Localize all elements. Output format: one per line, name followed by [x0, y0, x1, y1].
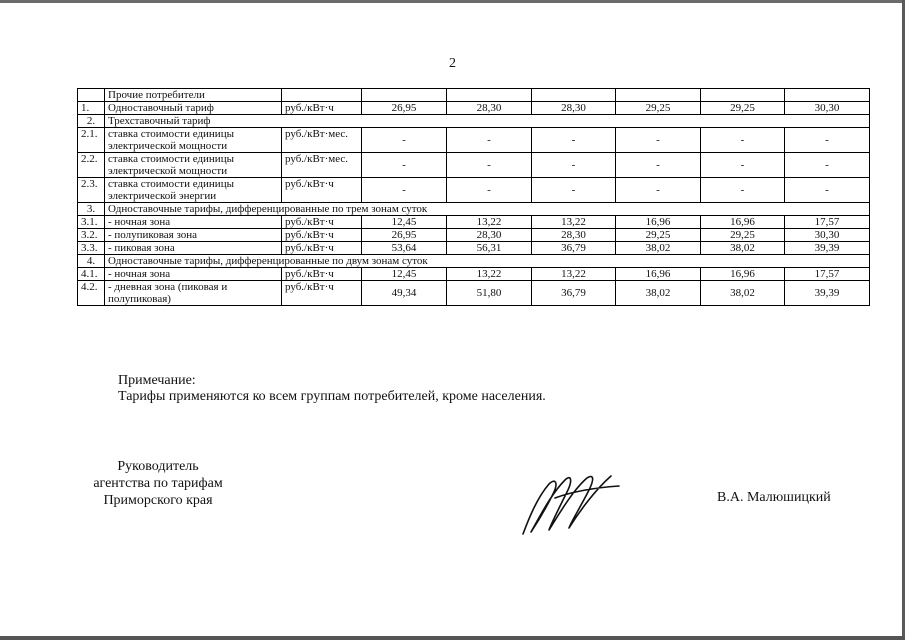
tariff-value: 13,22	[447, 216, 532, 229]
table-cell-empty	[785, 89, 870, 102]
table-cell-empty	[532, 89, 616, 102]
tariff-value: 56,31	[447, 242, 532, 255]
tariff-value: 13,22	[447, 268, 532, 281]
row-number: 2.	[78, 115, 105, 128]
row-name: - пиковая зона	[105, 242, 282, 255]
tariff-value: 28,30	[447, 102, 532, 115]
tariff-value: -	[447, 128, 532, 153]
table-cell-empty	[362, 89, 447, 102]
tariff-value: -	[616, 128, 701, 153]
tariff-value: 28,30	[532, 102, 616, 115]
tariff-value: 16,96	[701, 268, 785, 281]
row-unit: руб./кВт·мес.	[282, 153, 362, 178]
row-unit: руб./кВт·ч	[282, 216, 362, 229]
tariff-value: 29,25	[701, 229, 785, 242]
table-section-row	[78, 203, 870, 216]
section-title: Одноставочные тарифы, дифференцированные по двум зонам суток	[105, 255, 870, 268]
tariff-value: 26,95	[362, 102, 447, 115]
tariff-value: 12,45	[362, 216, 447, 229]
tariff-value: 38,02	[701, 281, 785, 306]
tariff-value: -	[447, 153, 532, 178]
note-title: Примечание:	[118, 373, 196, 388]
table-row	[78, 102, 870, 115]
row-unit: руб./кВт·ч	[282, 102, 362, 115]
tariff-value: 28,30	[532, 229, 616, 242]
table-cell-empty	[282, 89, 362, 102]
table-cell-empty	[78, 89, 105, 102]
row-number: 2.1.	[78, 128, 105, 153]
row-number: 2.3.	[78, 178, 105, 203]
tariff-value: 13,22	[532, 268, 616, 281]
row-unit: руб./кВт·ч	[282, 229, 362, 242]
tariff-value: 38,02	[616, 281, 701, 306]
tariff-value: 12,45	[362, 268, 447, 281]
tariff-value: -	[785, 128, 870, 153]
tariff-value: -	[701, 153, 785, 178]
row-name: ставка стоимости единицы электрической мощности	[105, 153, 282, 178]
row-name: - ночная зона	[105, 216, 282, 229]
row-name: - ночная зона	[105, 268, 282, 281]
tariff-value: -	[447, 178, 532, 203]
note-text: Тарифы применяются ко всем группам потребителей, кроме населения.	[118, 389, 546, 404]
page-edge-bottom	[0, 636, 905, 640]
tariff-value: 29,25	[616, 102, 701, 115]
tariff-value: -	[701, 178, 785, 203]
row-number: 3.3.	[78, 242, 105, 255]
table-row	[78, 128, 870, 153]
row-name: ставка стоимости единицы электрической мощности	[105, 128, 282, 153]
table-cell-empty	[447, 89, 532, 102]
tariff-value: 38,02	[616, 242, 701, 255]
tariff-value: 30,30	[785, 102, 870, 115]
tariff-table-body	[78, 89, 870, 306]
tariff-value: 28,30	[447, 229, 532, 242]
table-row	[78, 153, 870, 178]
row-number: 3.1.	[78, 216, 105, 229]
table-row	[78, 281, 870, 306]
handwritten-signature	[515, 468, 625, 538]
group-header: Прочие потребители	[105, 89, 282, 102]
section-title: Трехставочный тариф	[105, 115, 870, 128]
tariff-value: 53,64	[362, 242, 447, 255]
tariff-value: 26,95	[362, 229, 447, 242]
page-number: 2	[449, 56, 456, 71]
page-edge-top	[0, 0, 905, 3]
tariff-value: -	[532, 128, 616, 153]
row-name: - дневная зона (пиковая и полупиковая)	[105, 281, 282, 306]
table-cell-empty	[616, 89, 701, 102]
signatory-position	[78, 458, 238, 509]
tariff-value: -	[785, 153, 870, 178]
row-number: 3.2.	[78, 229, 105, 242]
tariff-value: 30,30	[785, 229, 870, 242]
tariff-value: -	[532, 153, 616, 178]
section-title: Одноставочные тарифы, дифференцированные по трем зонам суток	[105, 203, 870, 216]
signatory-name: В.А. Малюшицкий	[717, 490, 831, 505]
row-number: 1.	[78, 102, 105, 115]
table-section-row	[78, 255, 870, 268]
tariff-value: 17,57	[785, 268, 870, 281]
row-number: 4.1.	[78, 268, 105, 281]
tariff-value: -	[785, 178, 870, 203]
row-number: 4.2.	[78, 281, 105, 306]
row-name: Одноставочный тариф	[105, 102, 282, 115]
tariff-value: -	[532, 178, 616, 203]
table-row	[78, 268, 870, 281]
table-row	[78, 229, 870, 242]
tariff-value: 39,39	[785, 281, 870, 306]
tariff-value: -	[701, 128, 785, 153]
row-unit: руб./кВт·ч	[282, 268, 362, 281]
table-row	[78, 216, 870, 229]
tariff-value: 13,22	[532, 216, 616, 229]
row-unit: руб./кВт·ч	[282, 242, 362, 255]
tariff-value: 16,96	[616, 216, 701, 229]
tariff-value: 51,80	[447, 281, 532, 306]
position-line: Приморского края	[103, 493, 213, 508]
position-line: агентства по тарифам	[93, 476, 223, 491]
row-name: - полупиковая зона	[105, 229, 282, 242]
tariff-value: 29,25	[616, 229, 701, 242]
tariff-value: 49,34	[362, 281, 447, 306]
tariff-value: 16,96	[616, 268, 701, 281]
row-number: 4.	[78, 255, 105, 268]
row-unit: руб./кВт·ч	[282, 178, 362, 203]
row-number: 3.	[78, 203, 105, 216]
tariff-value: -	[616, 153, 701, 178]
table-row	[78, 242, 870, 255]
tariff-value: 17,57	[785, 216, 870, 229]
tariff-value: 39,39	[785, 242, 870, 255]
table-row	[78, 178, 870, 203]
position-line: Руководитель	[117, 459, 199, 474]
tariff-value: 36,79	[532, 242, 616, 255]
row-unit: руб./кВт·ч	[282, 281, 362, 306]
table-group-header-row	[78, 89, 870, 102]
tariff-table	[77, 88, 870, 306]
table-section-row	[78, 115, 870, 128]
row-name: ставка стоимости единицы электрической энергии	[105, 178, 282, 203]
tariff-value: 29,25	[701, 102, 785, 115]
row-number: 2.2.	[78, 153, 105, 178]
tariff-value: -	[616, 178, 701, 203]
tariff-value: -	[362, 178, 447, 203]
tariff-value: 16,96	[701, 216, 785, 229]
tariff-value: -	[362, 128, 447, 153]
table-cell-empty	[701, 89, 785, 102]
tariff-value: -	[362, 153, 447, 178]
row-unit: руб./кВт·мес.	[282, 128, 362, 153]
tariff-value: 36,79	[532, 281, 616, 306]
tariff-value: 38,02	[701, 242, 785, 255]
